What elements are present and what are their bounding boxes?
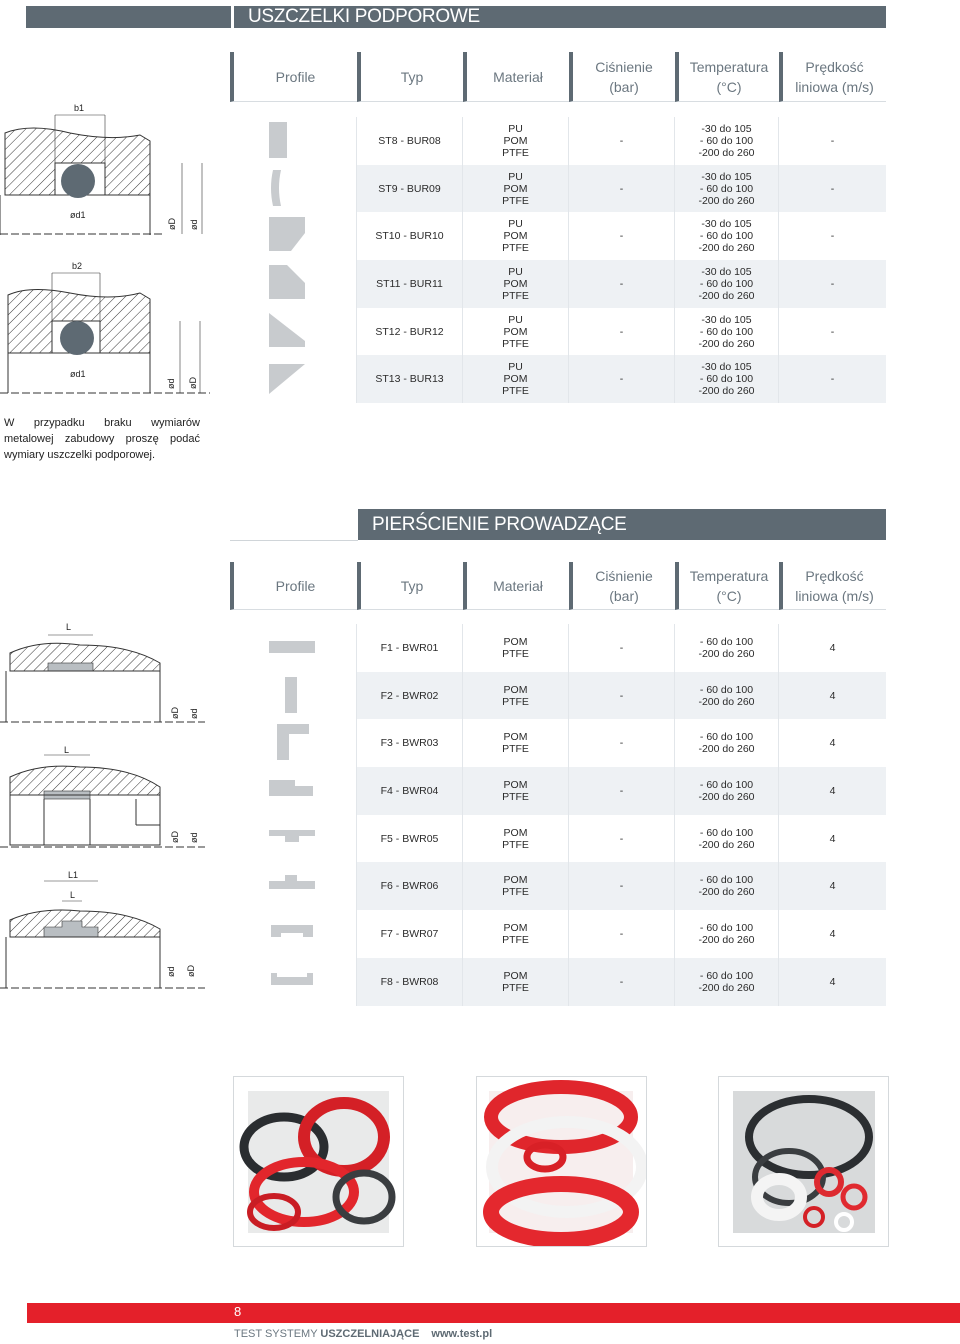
temperature-value: -200 do 260 <box>698 146 755 159</box>
table-row <box>230 672 886 720</box>
temperature-value: - 60 do 100 <box>699 325 754 338</box>
temperature-value: -30 do 105 <box>701 313 752 326</box>
material-value: PTFE <box>502 194 529 207</box>
temperature-cell <box>675 117 779 165</box>
label-oD-d: øD <box>170 831 180 843</box>
table-row <box>230 212 886 260</box>
temperature-value: -200 do 260 <box>698 194 755 207</box>
pressure-cell: - <box>569 672 675 720</box>
label-b2: b2 <box>72 261 83 271</box>
type-cell: ST9 - BUR09 <box>357 165 463 213</box>
section2-table <box>230 624 886 1006</box>
material-cell <box>463 308 569 356</box>
speed-cell: 4 <box>829 975 836 988</box>
profile-cell <box>230 910 357 958</box>
type-cell: F3 - BWR03 <box>357 719 463 767</box>
profile-cell <box>230 308 357 356</box>
table-row <box>230 958 886 1006</box>
profile-shape-icon <box>269 677 317 715</box>
temperature-value: -200 do 260 <box>698 695 755 708</box>
section1-header-cell: Ciśnienie (bar) <box>569 52 675 102</box>
temperature-value: - 60 do 100 <box>699 635 754 648</box>
profile-cell <box>230 719 357 767</box>
profile-shape-icon <box>269 963 317 1001</box>
material-value: POM <box>503 182 528 195</box>
material-value: PTFE <box>502 838 529 851</box>
temperature-value: - 60 do 100 <box>699 969 754 982</box>
temperature-cell <box>675 767 779 815</box>
section2-header-cell: Ciśnienie (bar) <box>569 562 675 610</box>
temperature-cell <box>675 815 779 863</box>
material-value: POM <box>503 230 528 243</box>
section2-header-cell: Temperatura (°C) <box>675 562 779 610</box>
pressure-cell: - <box>569 910 675 958</box>
table-row <box>230 260 886 308</box>
section1-header-cell: Materiał <box>463 52 569 102</box>
profile-shape-icon <box>269 915 317 953</box>
material-cell <box>463 672 569 720</box>
speed-cell: - <box>830 325 835 338</box>
temperature-value: -200 do 260 <box>698 790 755 803</box>
temperature-value: -200 do 260 <box>698 981 755 994</box>
section2-header-cell: Prędkość liniowa (m/s) <box>779 562 886 610</box>
type-cell: F5 - BWR05 <box>357 815 463 863</box>
material-cell <box>463 815 569 863</box>
material-cell <box>463 165 569 213</box>
profile-cell <box>230 624 357 672</box>
temperature-value: -200 do 260 <box>698 289 755 302</box>
section1-header-cell: Temperatura (°C) <box>675 52 779 102</box>
temperature-value: - 60 do 100 <box>699 277 754 290</box>
pressure-cell: - <box>569 212 675 260</box>
speed-cell: 4 <box>829 927 836 940</box>
material-cell <box>463 355 569 403</box>
footer-brand <box>234 1328 492 1340</box>
material-value: POM <box>503 134 528 147</box>
temperature-cell <box>675 672 779 720</box>
temperature-value: - 60 do 100 <box>699 683 754 696</box>
table-row <box>230 165 886 213</box>
temperature-value: - 60 do 100 <box>699 778 754 791</box>
temperature-cell <box>675 958 779 1006</box>
pressure-cell: - <box>569 767 675 815</box>
temperature-value: -30 do 105 <box>701 218 752 231</box>
section1-table <box>230 117 886 403</box>
material-value: POM <box>503 683 528 696</box>
temperature-value: -30 do 105 <box>701 170 752 183</box>
label-L-c: L <box>70 890 76 900</box>
speed-cell: - <box>830 182 835 195</box>
material-value: PTFE <box>502 790 529 803</box>
page-number: 8 <box>234 1304 242 1319</box>
pressure-cell: - <box>569 958 675 1006</box>
profile-shape-icon <box>269 772 317 810</box>
temperature-cell <box>675 308 779 356</box>
profile-shape-icon <box>269 265 317 303</box>
profile-cell <box>230 958 357 1006</box>
temperature-value: -200 do 260 <box>698 886 755 899</box>
table-row <box>230 862 886 910</box>
temperature-value: -200 do 260 <box>698 337 755 350</box>
footer-red-bar <box>27 1303 960 1323</box>
label-L-b: L <box>64 745 70 755</box>
profile-shape-icon <box>269 820 317 858</box>
table-row <box>230 719 886 767</box>
support-seal-diagram <box>0 95 220 400</box>
title-bar-left <box>26 6 231 28</box>
temperature-value: - 60 do 100 <box>699 921 754 934</box>
material-value: POM <box>503 277 528 290</box>
label-od-e: ød <box>166 966 176 977</box>
label-L-a: L <box>66 622 72 632</box>
temperature-value: -30 do 105 <box>701 361 752 374</box>
temperature-cell <box>675 165 779 213</box>
material-value: PTFE <box>502 695 529 708</box>
temperature-cell <box>675 719 779 767</box>
section1-title: USZCZELKI PODPOROWE <box>234 6 886 28</box>
label-oD-b: øD <box>188 377 198 389</box>
material-value: PU <box>508 361 523 374</box>
pressure-cell: - <box>569 308 675 356</box>
speed-cell: 4 <box>829 641 836 654</box>
label-od1-a: ød1 <box>70 210 86 220</box>
section1-header-cell: Prędkość liniowa (m/s) <box>779 52 886 102</box>
material-value: PU <box>508 265 523 278</box>
material-value: PTFE <box>502 886 529 899</box>
o-ring-circle-2 <box>60 321 94 355</box>
material-value: PU <box>508 218 523 231</box>
type-cell: ST12 - BUR12 <box>357 308 463 356</box>
speed-cell: - <box>830 277 835 290</box>
material-value: POM <box>503 969 528 982</box>
footer-brand-light: TEST SYSTEMY <box>234 1328 321 1340</box>
table-row <box>230 767 886 815</box>
section2-title: PIERŚCIENIE PROWADZĄCE <box>358 509 886 540</box>
section2-header <box>230 562 886 610</box>
type-cell: ST11 - BUR11 <box>357 260 463 308</box>
temperature-cell <box>675 355 779 403</box>
section2-header-cell: Typ <box>357 562 463 610</box>
material-value: POM <box>503 731 528 744</box>
profile-shape-icon <box>269 217 317 255</box>
pressure-cell: - <box>569 165 675 213</box>
material-cell <box>463 719 569 767</box>
table-row <box>230 355 886 403</box>
material-value: POM <box>503 778 528 791</box>
speed-cell: 4 <box>829 689 836 702</box>
profile-cell <box>230 165 357 213</box>
table-row <box>230 117 886 165</box>
label-od-b: ød <box>166 378 176 389</box>
label-od1-b: ød1 <box>70 369 86 379</box>
material-value: PTFE <box>502 385 529 398</box>
material-value: PTFE <box>502 242 529 255</box>
material-value: POM <box>503 874 528 887</box>
speed-cell: 4 <box>829 737 836 750</box>
temperature-cell <box>675 260 779 308</box>
temperature-cell <box>675 862 779 910</box>
temperature-value: -30 do 105 <box>701 265 752 278</box>
profile-cell <box>230 862 357 910</box>
profile-shape-icon <box>269 724 317 762</box>
temperature-value: -200 do 260 <box>698 647 755 660</box>
label-od-c: ød <box>189 708 199 719</box>
profile-cell <box>230 355 357 403</box>
pressure-cell: - <box>569 260 675 308</box>
temperature-value: - 60 do 100 <box>699 373 754 386</box>
speed-cell: 4 <box>829 880 836 893</box>
material-cell <box>463 212 569 260</box>
label-L1: L1 <box>68 870 79 880</box>
pressure-cell: - <box>569 117 675 165</box>
type-cell: F2 - BWR02 <box>357 672 463 720</box>
temperature-value: -200 do 260 <box>698 838 755 851</box>
profile-cell <box>230 672 357 720</box>
profile-cell <box>230 815 357 863</box>
material-value: PU <box>508 122 523 135</box>
material-cell <box>463 958 569 1006</box>
material-value: PTFE <box>502 289 529 302</box>
label-oD-c: øD <box>170 707 180 719</box>
table-row <box>230 815 886 863</box>
label-od-d: ød <box>189 832 199 843</box>
profile-shape-icon <box>269 313 317 351</box>
temperature-value: - 60 do 100 <box>699 230 754 243</box>
section1-header <box>230 52 886 102</box>
footer-url[interactable]: www.test.pl <box>431 1328 493 1340</box>
profile-cell <box>230 767 357 815</box>
temperature-value: -200 do 260 <box>698 242 755 255</box>
material-value: POM <box>503 325 528 338</box>
type-cell: F7 - BWR07 <box>357 910 463 958</box>
temperature-cell <box>675 212 779 260</box>
pressure-cell: - <box>569 719 675 767</box>
section1-header-cell: Typ <box>357 52 463 102</box>
speed-cell: 4 <box>829 832 836 845</box>
temperature-value: - 60 do 100 <box>699 731 754 744</box>
speed-cell: - <box>830 230 835 243</box>
section1-header-cell: Profile <box>230 52 357 102</box>
profile-cell <box>230 117 357 165</box>
product-photo-2 <box>476 1076 647 1247</box>
type-cell: F4 - BWR04 <box>357 767 463 815</box>
material-value: PTFE <box>502 981 529 994</box>
product-photo-1 <box>233 1076 404 1247</box>
temperature-value: -30 do 105 <box>701 122 752 135</box>
section2-title-line <box>230 540 358 541</box>
material-value: PTFE <box>502 146 529 159</box>
temperature-value: - 60 do 100 <box>699 826 754 839</box>
guide-ring-diagram <box>0 615 220 995</box>
label-oD-a: øD <box>167 218 177 230</box>
section2-header-cell: Profile <box>230 562 357 610</box>
profile-shape-icon <box>269 629 317 667</box>
profile-shape-icon <box>269 360 317 398</box>
material-value: POM <box>503 921 528 934</box>
speed-cell: - <box>830 134 835 147</box>
pressure-cell: - <box>569 815 675 863</box>
material-cell <box>463 862 569 910</box>
type-cell: ST8 - BUR08 <box>357 117 463 165</box>
temperature-cell <box>675 910 779 958</box>
temperature-value: - 60 do 100 <box>699 182 754 195</box>
table-row <box>230 624 886 672</box>
material-cell <box>463 260 569 308</box>
table-row <box>230 308 886 356</box>
speed-cell: - <box>830 373 835 386</box>
material-value: POM <box>503 826 528 839</box>
temperature-value: - 60 do 100 <box>699 134 754 147</box>
material-value: PTFE <box>502 647 529 660</box>
material-value: PTFE <box>502 743 529 756</box>
label-oD-e: øD <box>186 965 196 977</box>
label-od-a: ød <box>189 219 199 230</box>
product-photo-3 <box>718 1076 889 1247</box>
type-cell: F6 - BWR06 <box>357 862 463 910</box>
type-cell: F1 - BWR01 <box>357 624 463 672</box>
section2-header-cell: Materiał <box>463 562 569 610</box>
material-value: PU <box>508 313 523 326</box>
temperature-value: -200 do 260 <box>698 933 755 946</box>
table-row <box>230 910 886 958</box>
material-value: PTFE <box>502 933 529 946</box>
profile-shape-icon <box>269 122 317 160</box>
material-value: POM <box>503 373 528 386</box>
label-b1: b1 <box>74 103 85 113</box>
material-cell <box>463 767 569 815</box>
profile-cell <box>230 212 357 260</box>
temperature-cell <box>675 624 779 672</box>
speed-cell: 4 <box>829 784 836 797</box>
type-cell: ST13 - BUR13 <box>357 355 463 403</box>
o-ring-circle <box>61 164 95 198</box>
material-cell <box>463 624 569 672</box>
footer-brand-bold: USZCZELNIAJĄCE <box>320 1328 420 1340</box>
type-cell: ST10 - BUR10 <box>357 212 463 260</box>
temperature-value: -200 do 260 <box>698 743 755 756</box>
profile-shape-icon <box>269 867 317 905</box>
profile-cell <box>230 260 357 308</box>
material-cell <box>463 910 569 958</box>
temperature-value: - 60 do 100 <box>699 874 754 887</box>
pressure-cell: - <box>569 624 675 672</box>
support-seal-note: W przypadku braku wymiarów metalowej zabudowy proszę podać wymiary uszczelki podporowej. <box>4 417 200 461</box>
material-value: POM <box>503 635 528 648</box>
pressure-cell: - <box>569 862 675 910</box>
profile-shape-icon <box>269 170 317 208</box>
pressure-cell: - <box>569 355 675 403</box>
temperature-value: -200 do 260 <box>698 385 755 398</box>
type-cell: F8 - BWR08 <box>357 958 463 1006</box>
material-cell <box>463 117 569 165</box>
material-value: PU <box>508 170 523 183</box>
material-value: PTFE <box>502 337 529 350</box>
